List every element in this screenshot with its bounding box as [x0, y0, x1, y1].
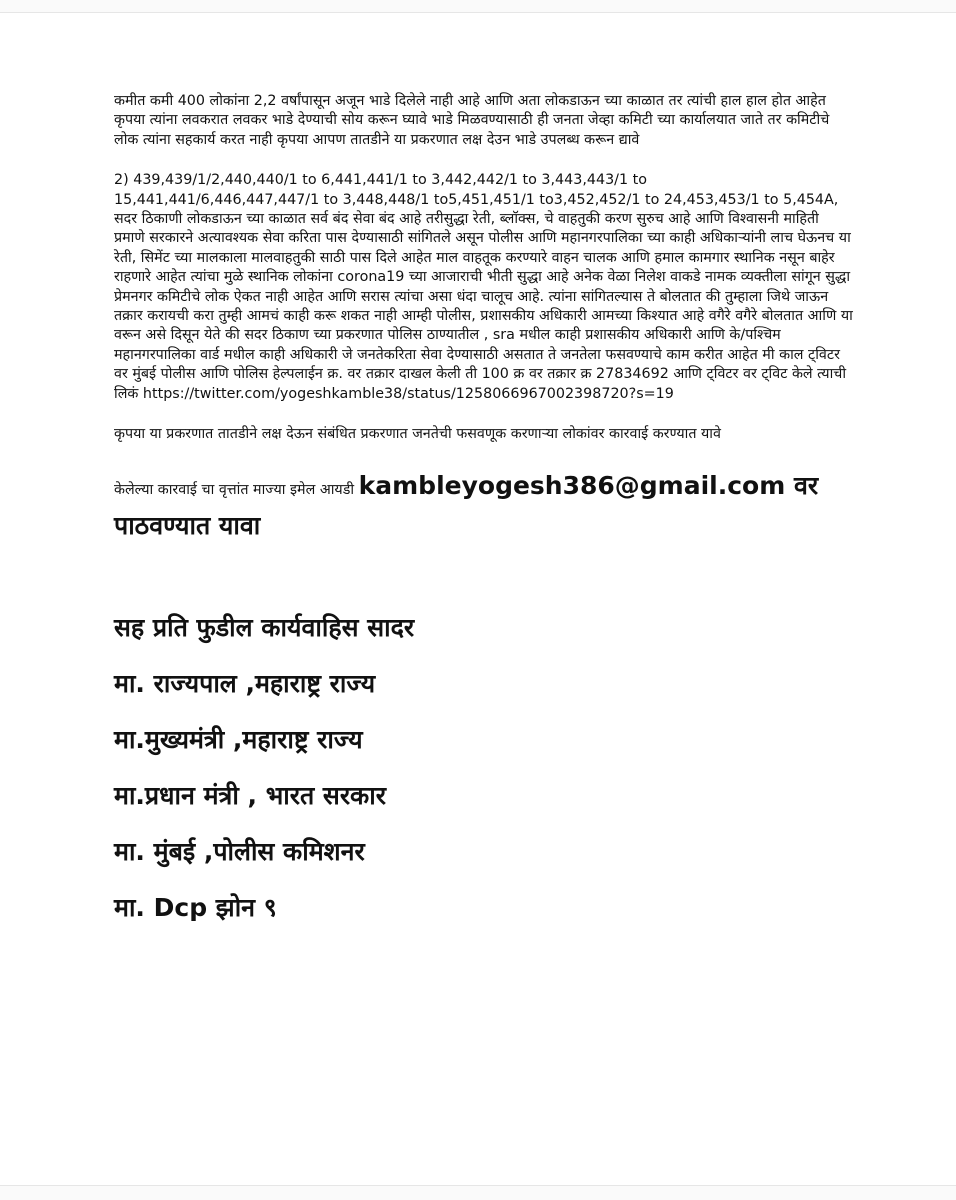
email-request-line: [114, 467, 854, 509]
cc-dcp-zone: मा. Dcp झोन ९: [114, 892, 277, 922]
email-address: kambleyogesh386@gmail.com वर: [358, 470, 819, 500]
email-request-prefix: केलेल्या कारवाई चा वृत्तांत माज्या इमेल आयडी: [114, 481, 359, 498]
document-body: [114, 92, 854, 947]
cc-police-commissioner: मा. मुंबई ,पोलीस कमिशनर: [114, 836, 365, 866]
cc-prime-minister: मा.प्रधान मंत्री , भारत सरकार: [114, 780, 386, 810]
paragraph-action-request: कृपया या प्रकरणात तातडीने लक्ष देऊन संबंधित प्रकरणात जनतेची फसवणूक करणाऱ्या लोकांवर कारवाई करण्यात यावे: [114, 426, 721, 443]
page-frame-top: [0, 0, 956, 13]
page-frame-bottom: [0, 1185, 956, 1200]
email-request-continuation: पाठवण्यात यावा: [114, 510, 261, 540]
cc-chief-minister: मा.मुख्यमंत्री ,महाराष्ट्र राज्य: [114, 724, 363, 754]
paragraph-rent-issue: कमीत कमी 400 लोकांना 2,2 वर्षांपासून अजून भाडे दिलेले नाही आहे आणि अता लोकडाऊन च्या काळात तर त्यांची हाल हाल होत आहेत कृपया त्यांना लवकरात लवकर भाडे देण्याची सोय करून घ्यावे भाडे मिळवण्यासाठी ही जनता जेव्हा कमिटी च्या कार्यालयात जाते तर कमिटीचे लोक त्यांना सहकार्य करत नाही कृपया आपण तातडीने या प्रकरणात लक्ष देउन भाडे उपलब्ध करून द्यावे: [114, 93, 830, 148]
cc-heading: सह प्रति फुडील कार्यवाहिस सादर: [114, 612, 415, 642]
paragraph-complaint-details: 2) 439,439/1/2,440,440/1 to 6,441,441/1 to 3,442,442/1 to 3,443,443/1 to 15,441,441/6,446,447,447/1 to 3,448,448/1 to5,451,451/1 to3,452,452/1 to 24,453,453/1 to 5,454A, सदर ठिकाणी लोकडाऊन च्या काळात सर्व बंद सेवा बंद आहे तरीसुद्धा रेती, ब्लॉक्स, चे वाहतुकी करण सुरुच आहे आणि विश्वासनी माहिती प्रमाणे सरकारने अत्यावश्यक सेवा करिता पास देण्यासाठी सांगितले असून पोलीस आणि महानगरपालिका च्या काही अधिकाऱ्यांनी लाच घेऊनच या रेती, सिमेंट च्या मालकाला मालवाहतुकी साठी पास दिले आहेत माल वाहतूक करण्यारे वाहन चालक आणि हमाल कामगार स्थानिक नसून बाहेर राहणारे आहेत त्यांचा मुळे स्थानिक लोकांना corona19 च्या आजाराची भीती सुद्धा आहे अनेक वेळा निलेश वाकडे नामक व्यक्तीला सांगून सुद्धा प्रेमनगर कमिटीचे लोक ऐकत नाही आहेत आणि सरास त्यांचा असा धंदा चालूच आहे. त्यांना सांगितल्यास ते बोलतात की तुम्हाला जिथे जाऊन तक्रार करायची करा तुम्ही आमचं काही करू शकत नाही आम्ही पोलीस, प्रशासकीय अधिकारी आमच्या किश्यात आहे वगैरे वगैरे बोलतात आणि या वरून असे दिसून येते की सदर ठिकाण च्या प्रकरणात पोलिस ठाण्यातील , sra मधील काही प्रशासकीय अधिकारी आणि के/पश्चिम महानगरपालिका वार्ड मधील काही अधिकारी जे जनतेकरिता सेवा देण्यासाठी असतात ते जनतेला फसवण्याचे काम करीत आहेत मी काल ट्विटर वर मुंबई पोलीस आणि पोलिस हेल्पलाईन क्र. वर तक्रार दाखल केली ती 100 क्र वर तक्रार क्र 27834692 आणि ट्विटर वर ट्विट केले त्याची लिकं https://twitter.com/yogeshkamble38/status/1258066967002398720?s=19: [114, 172, 853, 402]
cc-governor: मा. राज्यपाल ,महाराष्ट्र राज्य: [114, 668, 376, 698]
